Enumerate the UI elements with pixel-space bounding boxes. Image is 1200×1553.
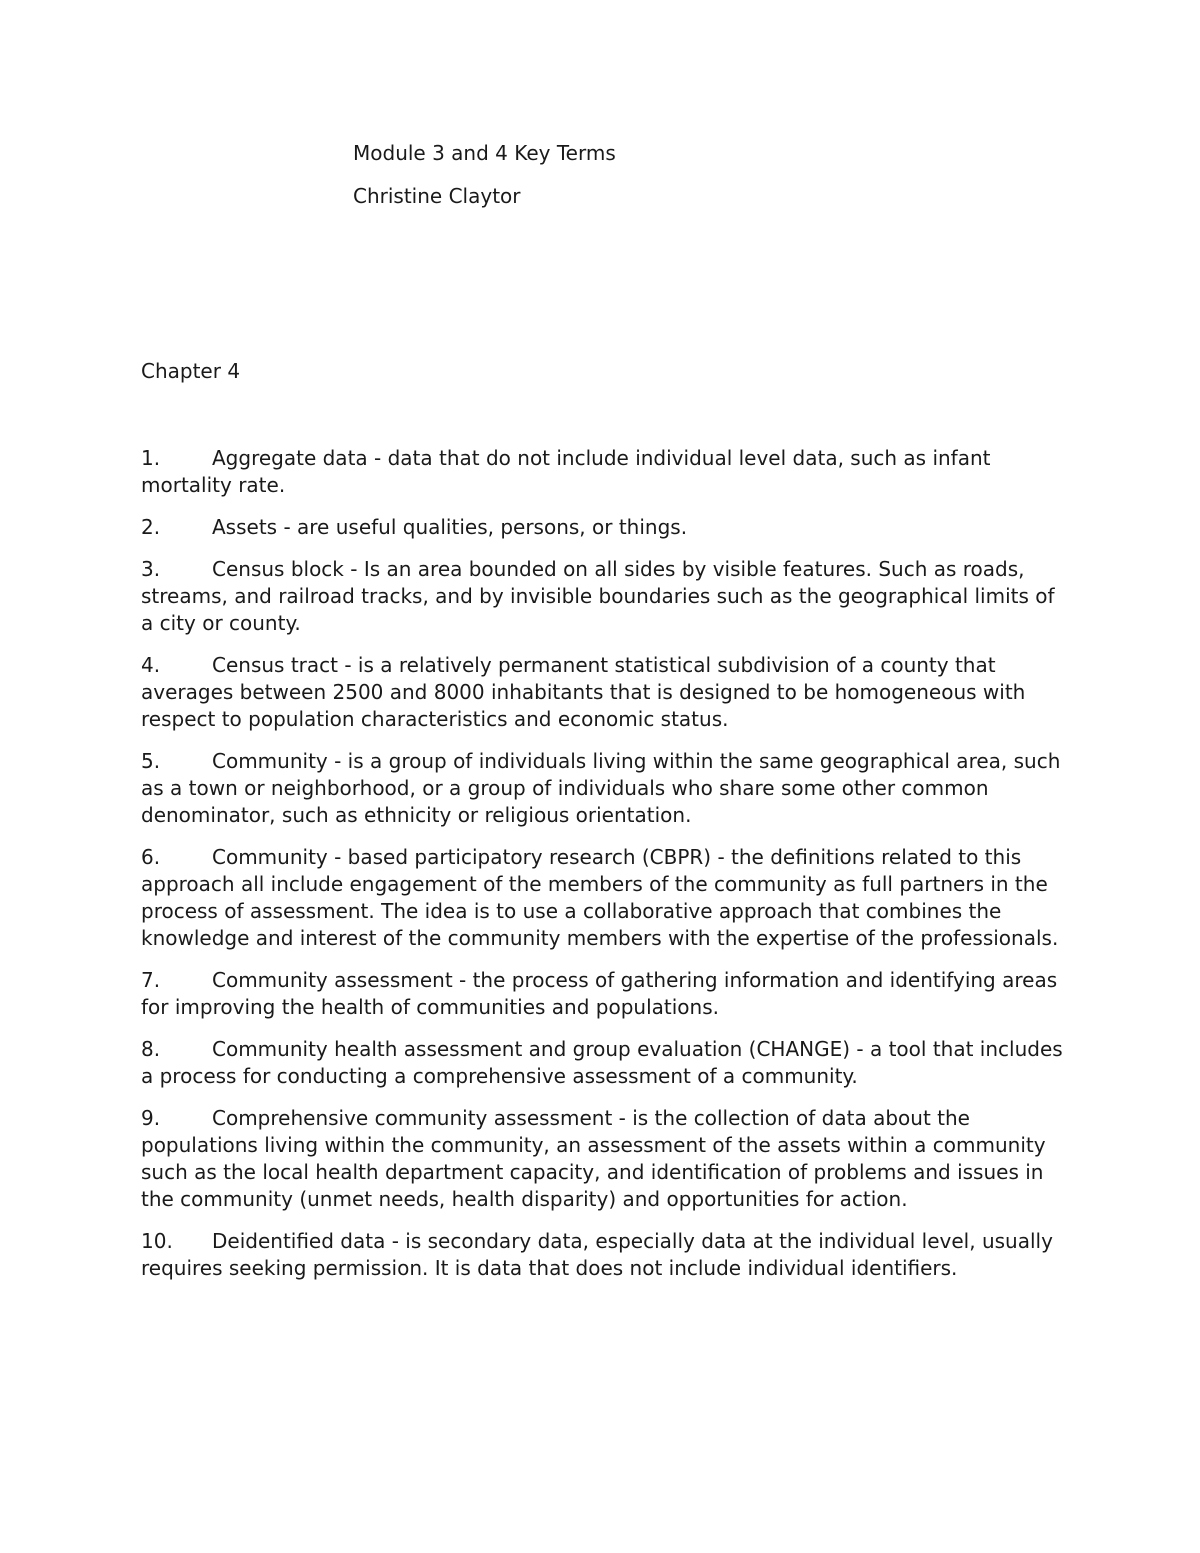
term-number: 4. bbox=[141, 653, 161, 677]
term-item bbox=[141, 445, 1071, 499]
term-item bbox=[141, 1105, 1071, 1213]
term-text: Comprehensive community assessment - is the collection of data about the populations living within the community, an assessment of the assets within a community such as the local health department capacity, and identification of problems and issues in the community (unmet needs, health disparity) and opportunities for action. bbox=[141, 1106, 1046, 1211]
document-author: Christine Claytor bbox=[353, 184, 521, 208]
term-item bbox=[141, 652, 1071, 733]
term-number: 10. bbox=[141, 1229, 173, 1253]
chapter-heading: Chapter 4 bbox=[141, 359, 241, 383]
term-text: Aggregate data - data that do not include individual level data, such as infant mortality rate. bbox=[141, 446, 991, 497]
term-text: Deidentified data - is secondary data, especially data at the individual level, usually requires seeking permission. It is data that does not include individual identifiers. bbox=[141, 1229, 1053, 1280]
term-number: 8. bbox=[141, 1037, 161, 1061]
key-terms-list bbox=[141, 445, 1071, 1297]
term-number: 5. bbox=[141, 749, 161, 773]
term-item bbox=[141, 514, 1071, 541]
term-text: Census tract - is a relatively permanent statistical subdivision of a county that averages between 2500 and 8000 inhabitants that is designed to be homogeneous with respect to population characteristics and economic status. bbox=[141, 653, 1026, 731]
term-item bbox=[141, 556, 1071, 637]
term-number: 3. bbox=[141, 557, 161, 581]
document-title: Module 3 and 4 Key Terms bbox=[353, 141, 616, 165]
term-text: Census block - Is an area bounded on all sides by visible features. Such as roads, streams, and railroad tracks, and by invisible boundaries such as the geographical limits of a city or county. bbox=[141, 557, 1055, 635]
term-item bbox=[141, 1036, 1071, 1090]
term-text: Assets - are useful qualities, persons, or things. bbox=[212, 515, 688, 539]
term-item bbox=[141, 844, 1071, 952]
term-item bbox=[141, 748, 1071, 829]
term-number: 2. bbox=[141, 515, 161, 539]
term-text: Community - based participatory research (CBPR) - the definitions related to this approach all include engagement of the members of the community as full partners in the process of assessment. The idea is to use a collaborative approach that combines the knowledge and interest of the community members with the expertise of the professionals. bbox=[141, 845, 1059, 950]
term-number: 7. bbox=[141, 968, 161, 992]
term-number: 6. bbox=[141, 845, 161, 869]
term-item bbox=[141, 1228, 1071, 1282]
term-item bbox=[141, 967, 1071, 1021]
term-number: 1. bbox=[141, 446, 161, 470]
term-text: Community assessment - the process of gathering information and identifying areas for improving the health of communities and populations. bbox=[141, 968, 1058, 1019]
document-header bbox=[353, 140, 616, 210]
term-text: Community health assessment and group evaluation (CHANGE) - a tool that includes a process for conducting a comprehensive assessment of a community. bbox=[141, 1037, 1063, 1088]
term-text: Community - is a group of individuals living within the same geographical area, such as a town or neighborhood, or a group of individuals who share some other common denominator, such as ethnicity or religious orientation. bbox=[141, 749, 1061, 827]
term-number: 9. bbox=[141, 1106, 161, 1130]
